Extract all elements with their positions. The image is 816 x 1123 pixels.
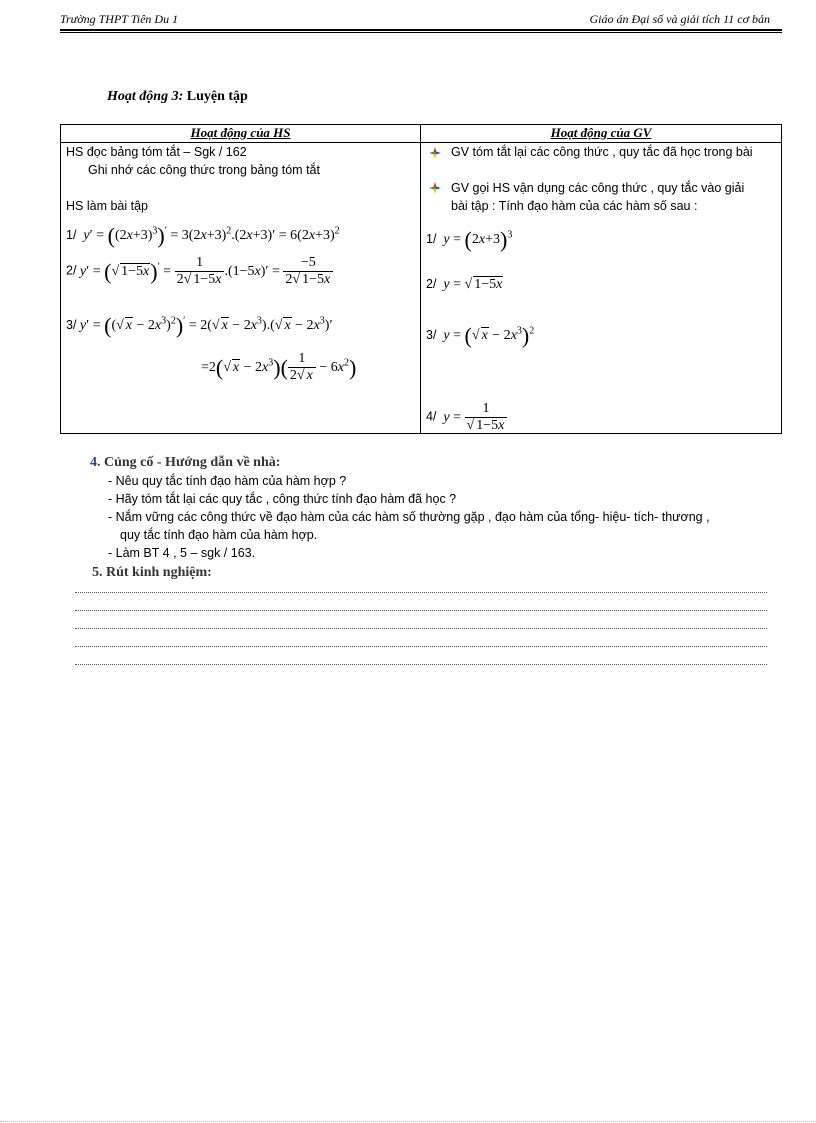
gv-formula-2: y = √ 1−5x	[443, 277, 503, 292]
activity-title	[107, 89, 248, 105]
hs-formula-1: $y' = ((2x+3)^3)' = 3(2x+3)^2.(2x+3)' = 6(2x+3)^2$	[83, 223, 340, 248]
activity-label: Hoạt động 3:	[107, 89, 184, 104]
dotted-line	[75, 646, 767, 647]
gv-formula-1: $y = (2x+3)^3$	[443, 227, 513, 252]
section-5-heading: 5. Rút kinh nghiệm:	[92, 565, 212, 580]
pinwheel-bullet-icon	[428, 181, 442, 195]
hs-exercise-1-number: 1/	[66, 228, 77, 243]
section-4-heading	[90, 455, 280, 471]
column-header-hs: Hoạt động của HS	[61, 125, 421, 143]
hs-formula-3a: y′ = ((√ $x - 2x^3)^2)' = 2(√$ $x - 2x^3).(√$ $x - 2x^3)'$	[79, 313, 333, 338]
hs-formula-2: y′ = (√ 1−5x)′ = $\frac{1}{2√ 1-5x}$ .(1−5x)′ = $\frac{-5}{2√ 1-5x}$	[80, 264, 333, 279]
dotted-line	[75, 664, 767, 665]
hs-exercise-3-continued	[201, 351, 356, 384]
hs-line-2: Ghi nhớ các công thức trong bảng tóm tắt	[88, 163, 320, 177]
pinwheel-bullet-icon	[428, 146, 442, 160]
gv-cell	[421, 143, 781, 433]
gv-exercise-3	[426, 323, 534, 349]
hs-formula-3b: =2(√ $x - 2x^3$)( $\frac{1}{2√ x}$ − $6x^2$)	[201, 351, 357, 383]
column-header-gv: Hoạt động của GV	[421, 125, 782, 143]
gv-exercise-4-number: 4/	[426, 409, 437, 424]
hs-line-1: HS đọc bảng tóm tắt – Sgk / 162	[66, 145, 247, 159]
header-school: Trường THPT Tiên Du 1	[60, 12, 179, 26]
dotted-line	[75, 628, 767, 629]
list-item: - Nắm vững các công thức về đạo hàm của các hàm số thường gặp , đạo hàm của tổng- hiệu- tích- thương ,	[108, 510, 710, 524]
gv-bullet-1: GV tóm tắt lại các công thức , quy tắc đã học trong bài	[451, 145, 753, 159]
activity-name: Luyện tập	[186, 89, 248, 104]
section-4-title: Củng cố - Hướng dẫn về nhà:	[104, 455, 281, 470]
dotted-line	[75, 592, 767, 593]
page-bottom-edge	[0, 1121, 816, 1122]
gv-exercise-1	[426, 227, 512, 253]
gv-exercise-2	[426, 277, 503, 293]
gv-formula-3: y = (√ $x - 2x^3)^2$	[443, 323, 535, 348]
hs-exercise-2	[66, 255, 333, 288]
section-4-number: 4.	[90, 455, 101, 470]
list-item: - Nêu quy tắc tính đạo hàm của hàm hợp ?	[108, 474, 347, 488]
gv-formula-4: y = $\frac{1}{√ 1-5x}$	[440, 410, 507, 425]
header-subject: Giáo án Đại số và giải tích 11 cơ bản	[589, 12, 770, 26]
hs-line-3: HS làm bài tập	[66, 199, 148, 213]
page-header	[60, 12, 782, 31]
gv-exercise-4	[426, 401, 507, 434]
gv-bullet-2a: GV gọi HS vận dụng các công thức , quy tắc vào giải	[451, 181, 745, 195]
list-item: - Hãy tóm tắt lại các quy tắc , công thức tính đạo hàm đã học ?	[108, 492, 457, 506]
hs-cell	[61, 143, 420, 433]
list-item: - Làm BT 4 , 5 – sgk / 163.	[108, 546, 256, 560]
gv-exercise-2-number: 2/	[426, 277, 437, 291]
hs-exercise-1	[66, 223, 340, 249]
gv-bullet-2b: bài tập : Tính đạo hàm của các hàm số sau :	[451, 199, 698, 213]
hs-exercise-3-number: 3/	[66, 318, 77, 333]
activity-table	[60, 124, 782, 434]
list-item: quy tắc tính đạo hàm của hàm hợp.	[120, 528, 318, 542]
gv-exercise-1-number: 1/	[426, 232, 437, 247]
header-rule	[60, 32, 782, 33]
hs-exercise-2-number: 2/	[66, 263, 77, 278]
hs-exercise-3	[66, 313, 333, 339]
gv-exercise-3-number: 3/	[426, 328, 437, 343]
dotted-line	[75, 610, 767, 611]
